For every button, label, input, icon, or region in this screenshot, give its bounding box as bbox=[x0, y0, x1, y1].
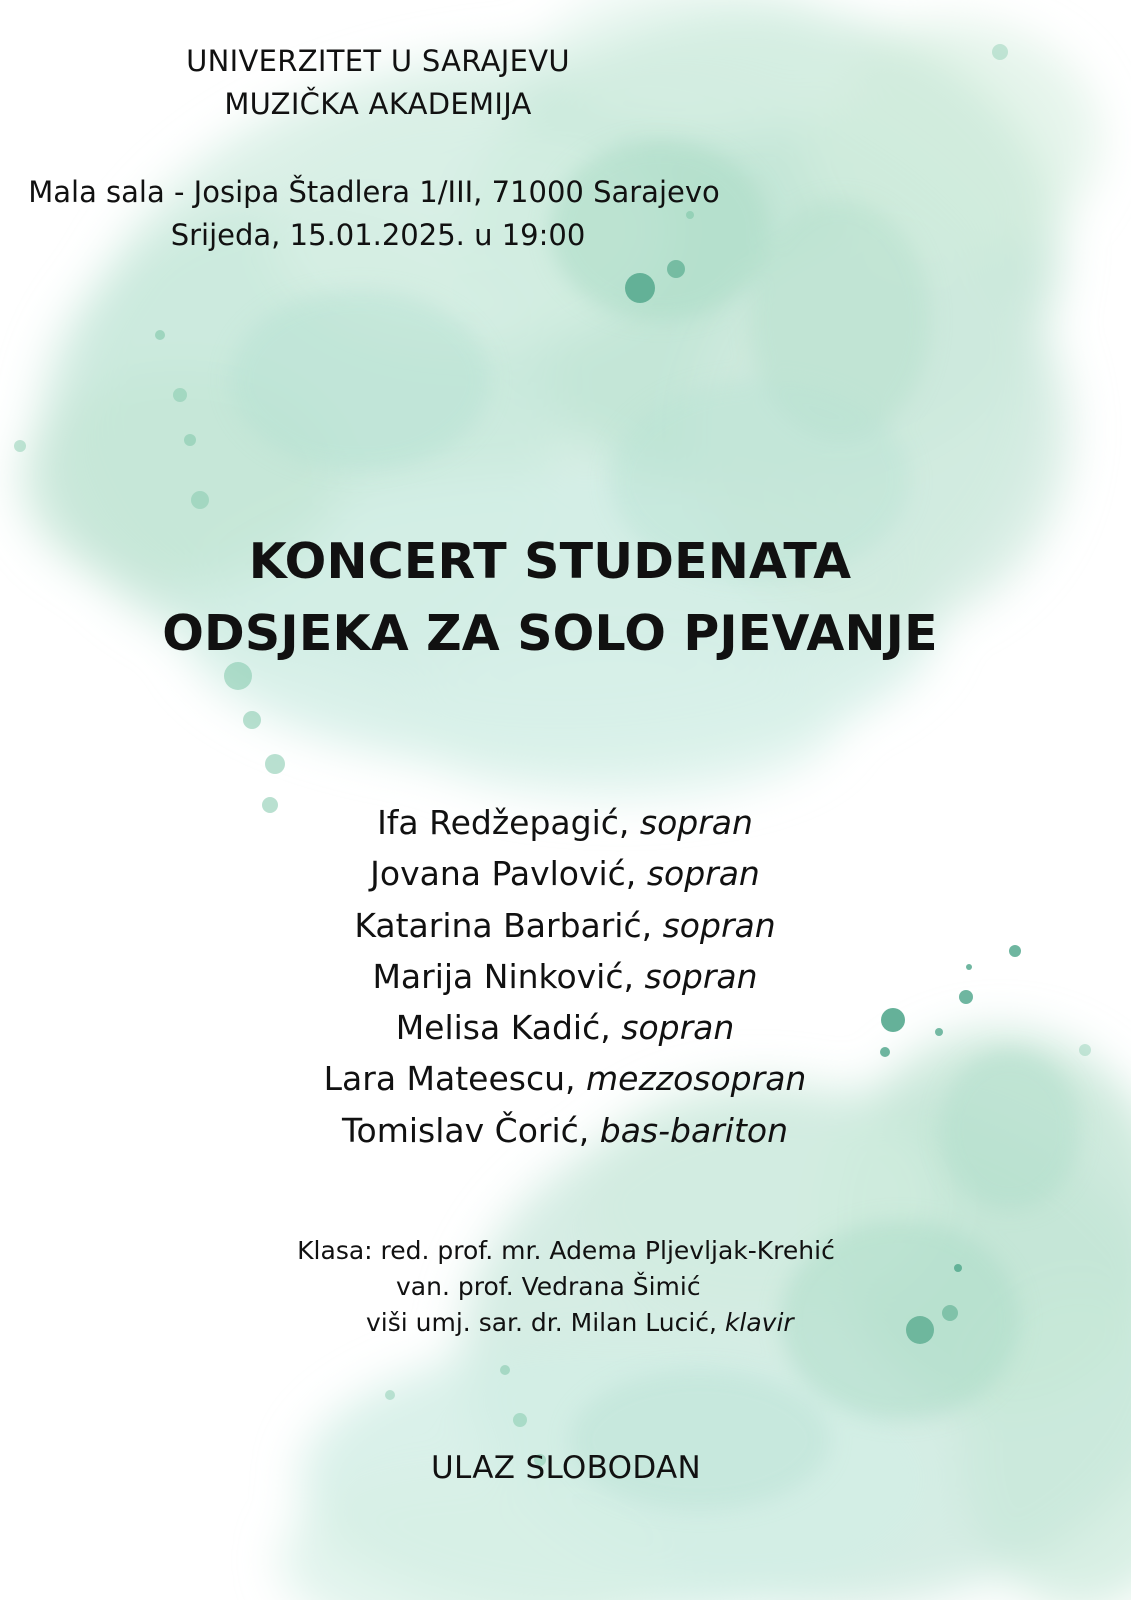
performer-item bbox=[260, 797, 870, 848]
university-name: UNIVERZITET U SARAJEVU bbox=[186, 44, 570, 78]
performer-voice-type: bas-bariton bbox=[599, 1110, 788, 1150]
pianist-name: viši umj. sar. dr. Milan Lucić, bbox=[366, 1308, 717, 1337]
performer-item bbox=[260, 848, 870, 899]
performer-voice-type: mezzosopran bbox=[586, 1059, 807, 1099]
pianist-role: klavir bbox=[724, 1308, 794, 1337]
performer-voice-type: sopran bbox=[662, 905, 776, 945]
performer-name: Ifa Redžepagić, bbox=[377, 803, 630, 842]
free-entry-notice: ULAZ SLOBODAN bbox=[431, 1450, 701, 1486]
academy-name: MUZIČKA AKADEMIJA bbox=[224, 87, 532, 121]
performer-voice-type: sopran bbox=[639, 803, 753, 842]
performer-name: Katarina Barbarić, bbox=[354, 905, 653, 945]
performer-item bbox=[260, 1002, 870, 1053]
klasa-professor-2: van. prof. Vedrana Šimić bbox=[396, 1272, 701, 1301]
performer-voice-type: sopran bbox=[646, 854, 760, 894]
performer-item bbox=[260, 951, 870, 1002]
venue-address: Mala sala - Josipa Štadlera 1/III, 71000 Sarajevo bbox=[28, 175, 720, 209]
performer-item bbox=[260, 1105, 870, 1156]
performer-voice-type: sopran bbox=[621, 1008, 735, 1048]
performer-list bbox=[260, 797, 870, 1156]
event-datetime: Srijeda, 15.01.2025. u 19:00 bbox=[170, 218, 586, 252]
klasa-professor-1: Klasa: red. prof. mr. Adema Pljevljak-Krehić bbox=[297, 1236, 835, 1265]
concert-title-line2: ODSJEKA ZA SOLO PJEVANJE bbox=[162, 605, 938, 662]
performer-name: Jovana Pavlović, bbox=[370, 854, 637, 894]
performer-name: Tomislav Čorić, bbox=[342, 1110, 590, 1150]
performer-name: Melisa Kadić, bbox=[395, 1008, 611, 1048]
performer-voice-type: sopran bbox=[644, 956, 758, 996]
performer-name: Marija Ninković, bbox=[372, 956, 634, 996]
performer-name: Lara Mateescu, bbox=[323, 1059, 576, 1099]
klasa-pianist bbox=[366, 1305, 866, 1341]
performer-item bbox=[260, 1053, 870, 1104]
concert-title-line1: KONCERT STUDENATA bbox=[248, 533, 852, 590]
performer-item bbox=[260, 900, 870, 951]
